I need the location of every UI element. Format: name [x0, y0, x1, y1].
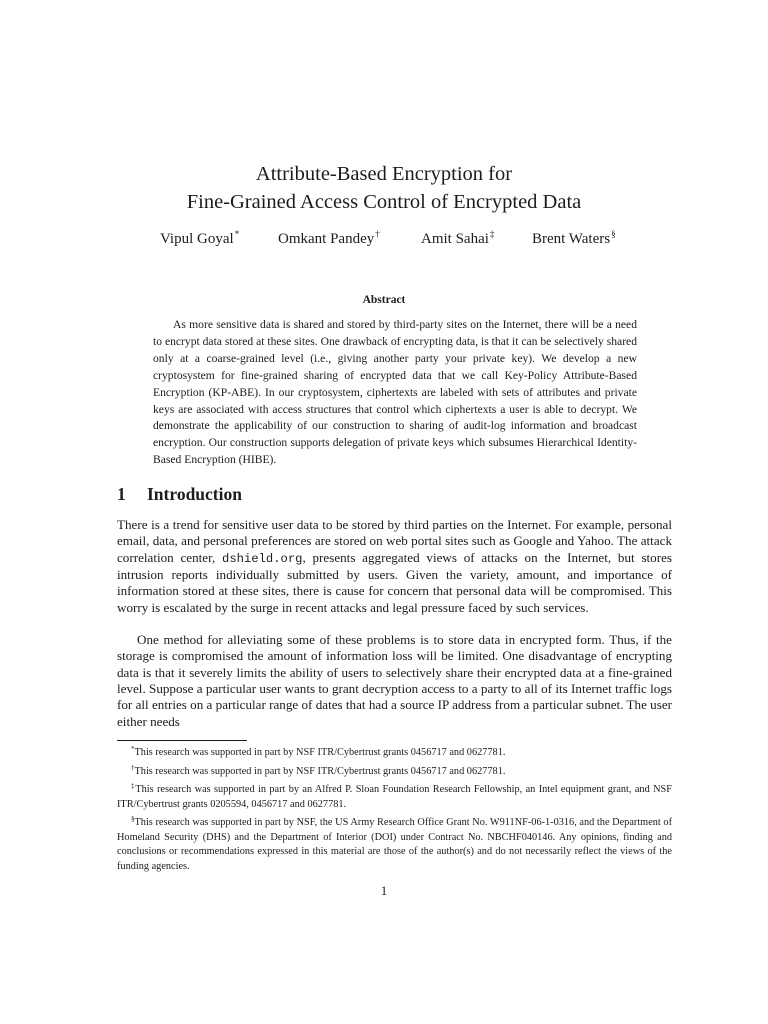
section-number: 1	[117, 484, 126, 504]
title-line-1: Attribute-Based Encryption for	[255, 163, 513, 185]
paragraph-2: One method for alleviating some of these problems is to store data in encrypted form. Thus, if the storage is compromised the amount of information loss will be limited. One disadvantage of encrypting data is that it severely limits the ability of users to selectively share their encrypted data at a fine-grained level. Suppose a particular user wants to grant decryption access to a party to all of its Internet traffic logs for all entries on a particular range of dates that had a source IP address from a particular subnet. The user either needs	[117, 632, 672, 729]
author-pandey: Omkant Pandey†	[278, 229, 380, 247]
abstract-text: As more sensitive data is shared and stored by third-party sites on the Internet, there will be a need to encrypt data stored at these sites. One drawback of encrypting data, is that it can be selectively shared only at a coarse-grained level (i.e., giving another party your private key). We develop a new cryptosystem for fine-grained sharing of encrypted data that we call Key-Policy Attribute-Based Encryption (KP-ABE). In our cryptosystem, ciphertexts are labeled with sets of attributes and private keys are associated with access structures that control which ciphertexts a user is able to decrypt. We demonstrate the applicability of our construction to sharing of audit-log information and broadcast encryption. Our construction supports delegation of private keys which subsumes Hierarchical Identity-Based Encryption (HIBE).	[153, 318, 637, 467]
section-heading	[117, 484, 242, 505]
footnote-1: *This research was supported in part by NSF ITR/Cybertrust grants 0456717 and 0627781.	[131, 745, 506, 758]
abstract-heading: Abstract	[362, 294, 406, 306]
paragraph-1: There is a trend for sensitive user data to be stored by third parties on the Internet. For example, personal email, data, and personal preferences are stored on web portal sites such as Google and Yahoo. The attack correlation center, dshield.org, presents aggregated views of attacks on the Internet, but stores intrusion reports individually submitted by users. Given the variety, amount, and importance of information stored at these sites, there is cause for concern that personal data will be compromised. This worry is escalated by the surge in recent attacks and legal pressure faced by such services.	[117, 517, 672, 615]
footnotes	[117, 742, 672, 874]
page-number: 1	[380, 883, 388, 898]
author-waters: Brent Waters§	[532, 229, 616, 247]
footnote-3: ‡This research was supported in part by an Alfred P. Sloan Foundation Research Fellowship, an Intel equipment grant, and NSF ITR/Cybertrust grants 0205594, 0456717 and 0627781.	[117, 782, 672, 810]
paper-title	[0, 160, 768, 216]
author-footnote-mark: *	[234, 229, 240, 239]
author-sahai: Amit Sahai‡	[421, 229, 495, 247]
dshield-link-text: dshield.org	[222, 551, 303, 566]
footnote-4: §This research was supported in part by NSF, the US Army Research Office Grant No. W911NF-06-1-0316, and the Department of Homeland Security (DHS) and the Department of Interior (DOI) under Contract No. NBCHF040146. Any opinions, finding and conclusions or recommendations expressed in this material are those of the author(s) and do not necessarily reflect the views of the funding agencies.	[117, 815, 672, 872]
section-title: Introduction	[147, 484, 242, 504]
title-line-2: Fine-Grained Access Control of Encrypted Data	[186, 191, 582, 213]
author-footnote-mark: ‡	[489, 229, 495, 239]
footnote-divider	[117, 740, 247, 741]
footnote-2: †This research was supported in part by NSF ITR/Cybertrust grants 0456717 and 0627781.	[131, 763, 506, 777]
author-footnote-mark: §	[611, 229, 616, 239]
author-list	[160, 229, 640, 251]
author-goyal: Vipul Goyal*	[160, 229, 240, 247]
author-footnote-mark: †	[375, 229, 380, 239]
